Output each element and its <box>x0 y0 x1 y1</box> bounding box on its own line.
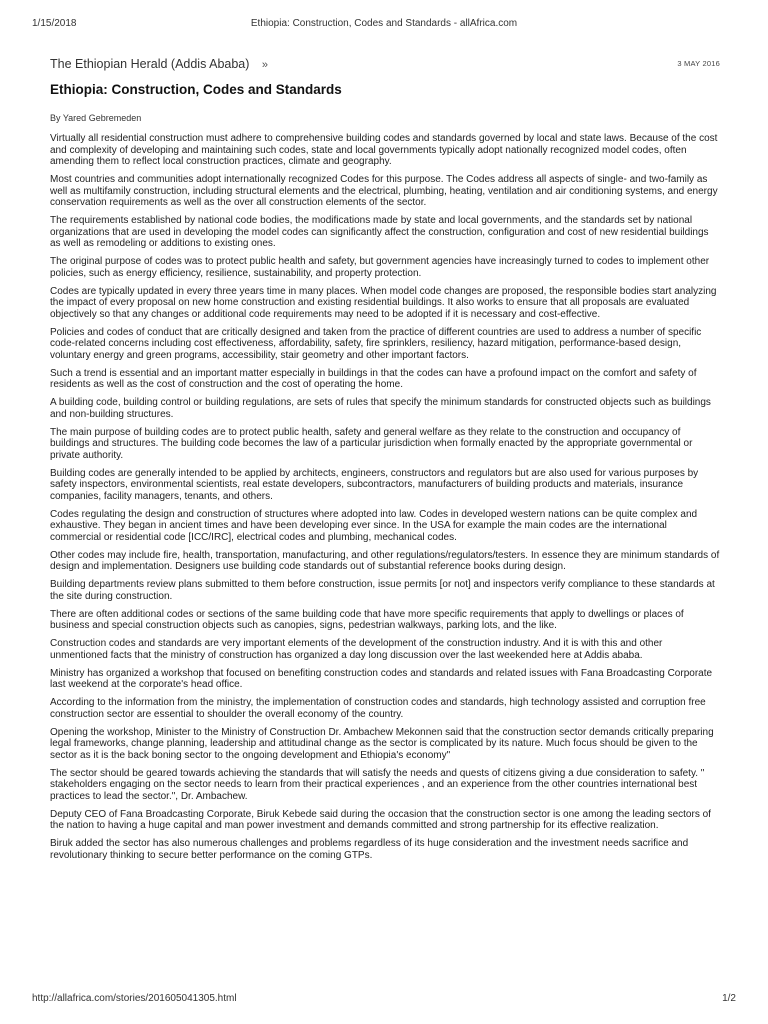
article-paragraph: Such a trend is essential and an important matter especially in buildings in that the codes can have a profound impact on the comfort and safety of residents as well as the cost of construction and the cost of operating the home. <box>50 367 697 390</box>
article-paragraph: Codes are typically updated in every three years time in many places. When model code changes are proposed, the responsible bodies start analyzing the impact of every proposal on new home construction and existing residential buildings. It also works to ensure that all proposals are evaluated objectively so that any changes or additional code requirements may need to be adopted if it is necessary and cost-effective. <box>50 285 717 320</box>
article-headline: Ethiopia: Construction, Codes and Standards <box>50 82 342 97</box>
article-paragraph: Policies and codes of conduct that are critically designed and taken from the practice of different countries are used to address a number of specific code-related concerns including cost effectiveness, affordability, safety, fire sprinklers, resiliency, hazard mitigation, performance-based design, voluntary energy and green programs, accessibility, stair geometry and other important factors. <box>50 326 702 361</box>
article-paragraph: Deputy CEO of Fana Broadcasting Corporate, Biruk Kebede said during the occasion that the construction sector is one among the leading sectors of the nation to having a huge capital and man power investment and demands committed and strong partnership for its effective realization. <box>50 808 711 831</box>
article-paragraph: Other codes may include fire, health, transportation, manufacturing, and other regulations/regulators/testers. In essence they are minimum standards of design and implementation. Designers use building code standards out of substantial reference books during design. <box>50 549 720 572</box>
article-paragraph: Building codes are generally intended to be applied by architects, engineers, constructors and regulators but are also used for various purposes by safety inspectors, environmental scientists, real estate developers, subcontractors, manufacturers of building products and materials, insurance companies, facility managers, tenants, and others. <box>50 467 699 502</box>
article-paragraph: The main purpose of building codes are to protect public health, safety and general welfare as they relate to the construction and occupancy of buildings and structures. The building code becomes the law of a particular jurisdiction when formally enacted by the appropriate governmental or private authority. <box>50 426 693 461</box>
source-row <box>50 55 720 75</box>
article-paragraph: Most countries and communities adopt internationally recognized Codes for this purpose. The Codes address all aspects of single- and two-family as well as multifamily construction, including structural elements and the electrical, plumbing, heating, ventilation and air conditioning systems, and energy conservation requirements as well as the over all construction elements of the sector. <box>50 174 718 208</box>
print-date: 1/15/2018 <box>32 18 77 29</box>
chevron-right-icon[interactable]: » <box>261 59 269 71</box>
source-link[interactable]: The Ethiopian Herald (Addis Ababa) <box>50 57 250 71</box>
print-header <box>0 0 768 40</box>
page-number: 1/2 <box>722 993 736 1004</box>
publication-date: 3 MAY 2016 <box>677 59 720 68</box>
article-paragraph: There are often additional codes or sections of the same building code that have more specific requirements that apply to dwellings or places of business and special construction objects such as canopies, signs, pedestrian walkways, parking lots, and the like. <box>50 608 684 631</box>
article-body <box>50 133 720 868</box>
article-paragraph: A building code, building control or building regulations, are sets of rules that specify the minimum standards for constructed objects such as buildings and non-building structures. <box>50 397 711 420</box>
article-paragraph: The original purpose of codes was to protect public health and safety, but government agencies have increasingly turned to codes to implement other policies, such as energy efficiency, resilience, sustainability, and property protection. <box>50 256 710 279</box>
article-paragraph: Building departments review plans submitted to them before construction, issue permits [or not] and inspectors verify compliance to these standards at the site during construction. <box>50 579 715 602</box>
article-paragraph: Construction codes and standards are very important elements of the development of the construction industry. And it is with this and other unmentioned facts that the ministry of construction has organized a day long discussion over the last weekended here at Addis ababa. <box>50 638 663 661</box>
article-paragraph: Opening the workshop, Minister to the Ministry of Construction Dr. Ambachew Mekonnen said that the construction sector demands critically preparing legal frameworks, change planning, leadership and attitudinal change as the sector is complicated by its nature. Much focus should be given to the sector as it is the back boning sector to the ongoing development and Ethiopia's economy" <box>50 726 714 761</box>
article-paragraph: The sector should be geared towards achieving the standards that will satisfy the needs and quests of citizens giving a due consideration to safety. " stakeholders engaging on the sector needs to learn from their practical experiences , and an experience from the other countries international best practices to lead the sector.", Dr. Ambachew. <box>50 767 705 802</box>
print-page-title: Ethiopia: Construction, Codes and Standards - allAfrica.com <box>250 18 518 29</box>
article-paragraph: Virtually all residential construction must adhere to comprehensive building codes and standards governed by local and state laws. Because of the cost and complexity of developing and maintaining such codes, state and local governments typically adopt nationally recognized model codes, often amending them to reflect local construction practices, climate and geography. <box>50 133 718 167</box>
article-byline: By Yared Gebremeden <box>50 113 142 123</box>
article-paragraph: The requirements established by national code bodies, the modifications made by state and local governments, and the standards set by national organizations that are used in developing the model codes can significantly affect the construction, configuration and cost of new residential buildings as well as remodeling or additions to existing ones. <box>50 215 709 249</box>
print-url: http://allafrica.com/stories/201605041305.html <box>32 993 237 1004</box>
article-paragraph: Biruk added the sector has also numerous challenges and problems regardless of its huge consideration and the investment needs sacrifice and revolutionary thinking to secure better performance on the coming GTPs. <box>50 838 689 861</box>
article-paragraph: Ministry has organized a workshop that focused on benefiting construction codes and standards and related issues with Fana Broadcasting Corporate last weekend at the corporate's head office. <box>50 667 713 690</box>
article-paragraph: According to the information from the ministry, the implementation of construction codes and standards, high technology assisted and corruption free construction sector are essential to shoulder the overall economy of the country. <box>50 697 706 720</box>
article-paragraph: Codes regulating the design and construction of structures where adopted into law. Codes in developed western nations can be quite complex and exhaustive. They began in ancient times and have been developing ever since. In the USA for example the main codes are the international commercial or residential code [ICC/IRC], electrical codes and plumbing, mechanical codes. <box>50 508 698 543</box>
print-footer <box>0 993 768 1013</box>
